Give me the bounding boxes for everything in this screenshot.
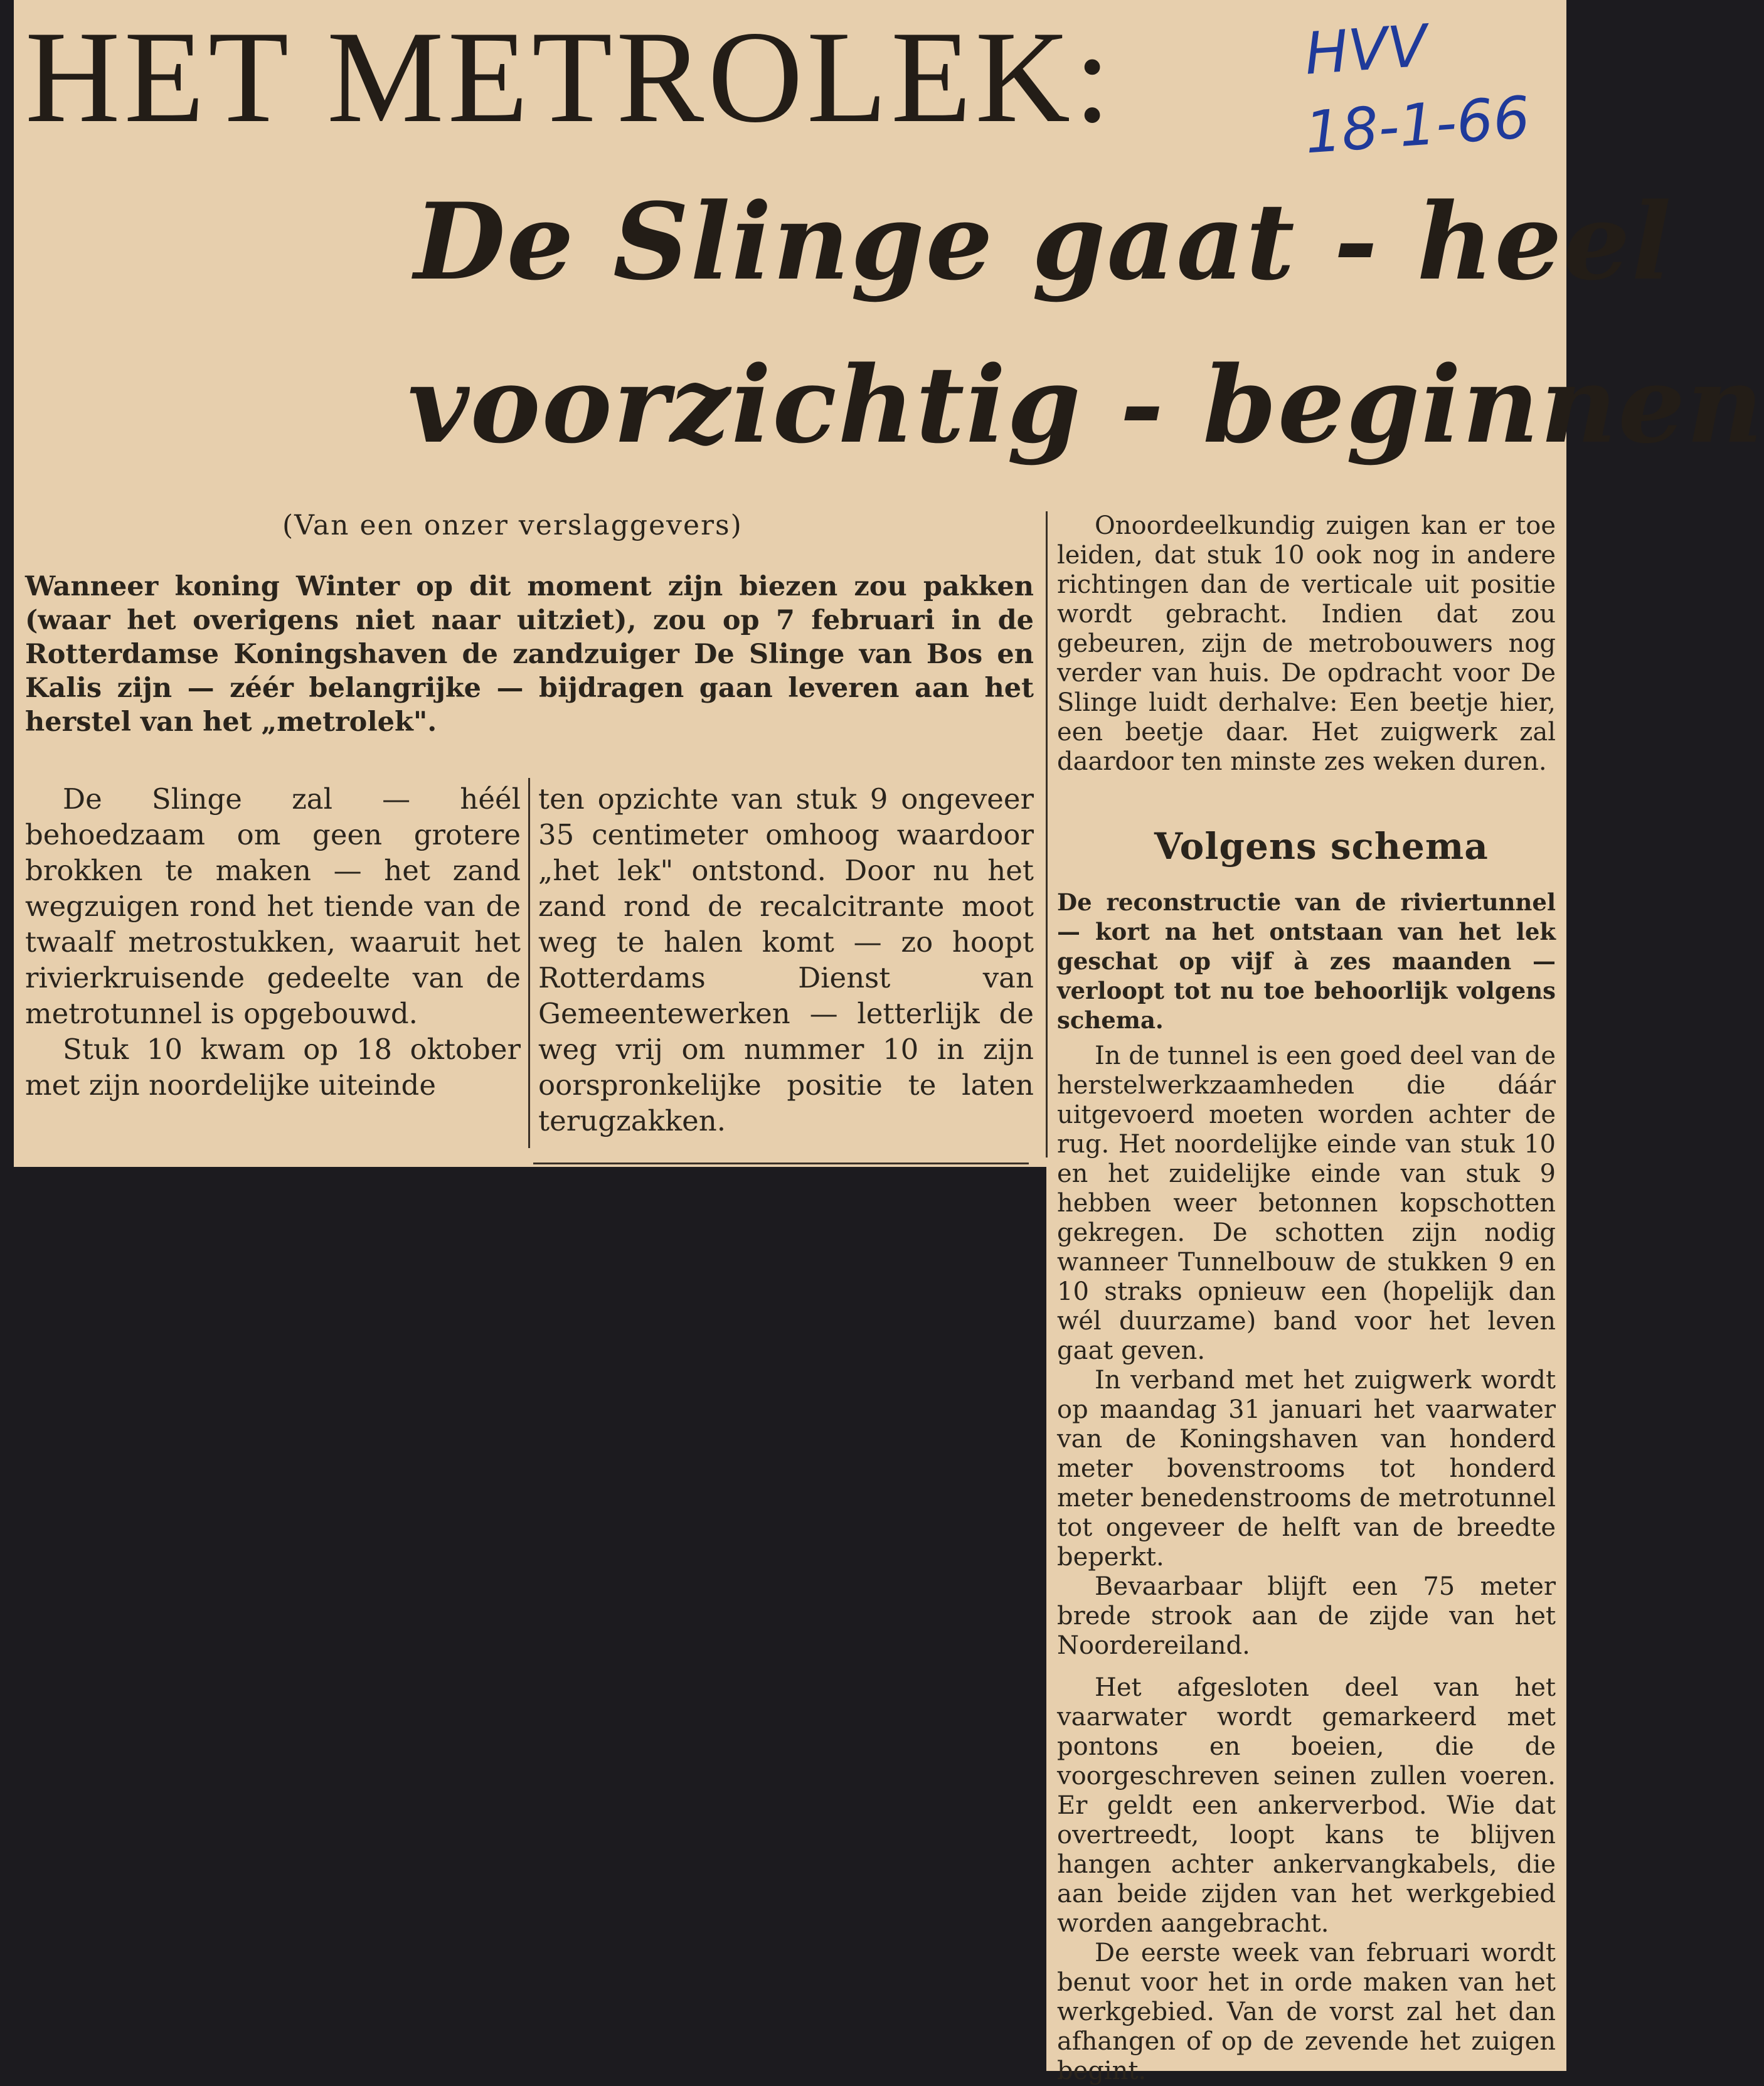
column-3-body-paragraph-3: Bevaarbaar blijft een 75 meter brede strook aan de zijde van het Noordereiland. <box>1057 1572 1556 1660</box>
column-2 <box>538 781 1034 1139</box>
column-rule-middle <box>528 778 530 1148</box>
column-1-paragraph-1: De Slinge zal — héél behoedzaam om geen grotere brokken te maken — het zand wegzuigen rond het tiende van de twaalf metrostukken, waaruit het rivierkruisende gedeelte van de metrotunnel is opgebouwd. <box>25 782 521 1030</box>
subhead-line-1: De Slinge gaat - heel <box>414 179 1673 304</box>
headline: HET METROLEK: <box>25 4 1115 150</box>
column-3-body-paragraph-4: Het afgesloten deel van het vaarwater wordt gemarkeerd met pontons en boeien, die de voorgeschreven seinen zullen voeren. Er geldt een ankerverbod. Wie dat overtreedt, loopt kans te blijven hangen achter ankervangkabels, die aan beide zijden van het werkgebied worden aangebracht. <box>1057 1673 1556 1938</box>
column-2-paragraph-1: ten opzichte van stuk 9 ongeveer 35 centimeter omhoog waardoor „het lek" ontstond. Door nu het zand rond de recalcitrante moot weg te halen komt — zo hoopt Rotterdams Dienst van Gemeentewerken — letterlijk de weg vrij om nummer 10 in zijn oorspronkelijke positie te laten terugzakken. <box>538 782 1034 1137</box>
lead-paragraph: Wanneer koning Winter op dit moment zijn biezen zou pakken (waar het overigens niet naar uitziet), zou op 7 februari in de Rotterdamse Koningshaven de zandzuiger De Slinge van Bos en Kalis zijn — zéér belangrijke — bijdragen gaan leveren aan het herstel van het „metrolek". <box>25 571 1034 738</box>
column-3-body-paragraph-2: In verband met het zuigwerk wordt op maandag 31 januari het vaarwater van de Koningshaven van honderd meter bovenstrooms tot honderd meter benedenstrooms de metrotunnel tot ongeveer de helft van de breedte beperkt. <box>1057 1366 1556 1572</box>
column-3-paragraph-1: Onoordeelkundig zuigen kan er toe leiden, dat stuk 10 ook nog in andere richtingen dan de verticale uit positie wordt gebracht. Indien dat zou gebeuren, zijn de metrobouwers nog verder van huis. De opdracht voor De Slinge luidt derhalve: Een beetje hier, een beetje daar. Het zuigwerk zal daardoor ten minste zes weken duren. <box>1057 511 1556 776</box>
column-3-bold-paragraph: De reconstructie van de riviertunnel — kort na het ontstaan van het lek geschat op vijf à zes maanden — verloopt tot nu toe behoorlijk volgens schema. <box>1057 888 1556 1034</box>
column-rule-right <box>1046 511 1048 1157</box>
intertitle: Volgens schema <box>1154 825 1489 868</box>
column-3-body-paragraph-1: In de tunnel is een goed deel van de herstelwerkzaamheden die dáár uitgevoerd moeten worden achter de rug. Het noordelijke einde van stuk 10 en het zuidelijke einde van stuk 9 hebben weer betonnen kopschotten gekregen. De schotten zijn nodig wanneer Tunnelbouw de stukken 9 en 10 straks opnieuw een (hopelijk dan wél duurzame) band voor het leven gaat geven. <box>1057 1041 1556 1365</box>
handwritten-source: HVV <box>1302 12 1430 88</box>
subhead-line-2: voorzichtig - beginnen <box>408 343 1764 467</box>
column-1 <box>25 781 521 1103</box>
column-3-body-paragraph-5: De eerste week van februari wordt benut voor het in orde maken van het werkgebied. Van de vorst zal het dan afhangen of op de zevende het zuigen begint. <box>1057 1939 1556 2085</box>
handwritten-date: 18-1-66 <box>1302 83 1533 167</box>
column-3-top <box>1057 511 1556 777</box>
column-3-body <box>1057 1041 1556 2086</box>
bottom-rule <box>533 1163 1029 1164</box>
column-1-paragraph-2: Stuk 10 kwam op 18 oktober met zijn noordelijke uiteinde <box>25 1033 521 1102</box>
byline: (Van een onzer verslaggevers) <box>282 509 743 541</box>
